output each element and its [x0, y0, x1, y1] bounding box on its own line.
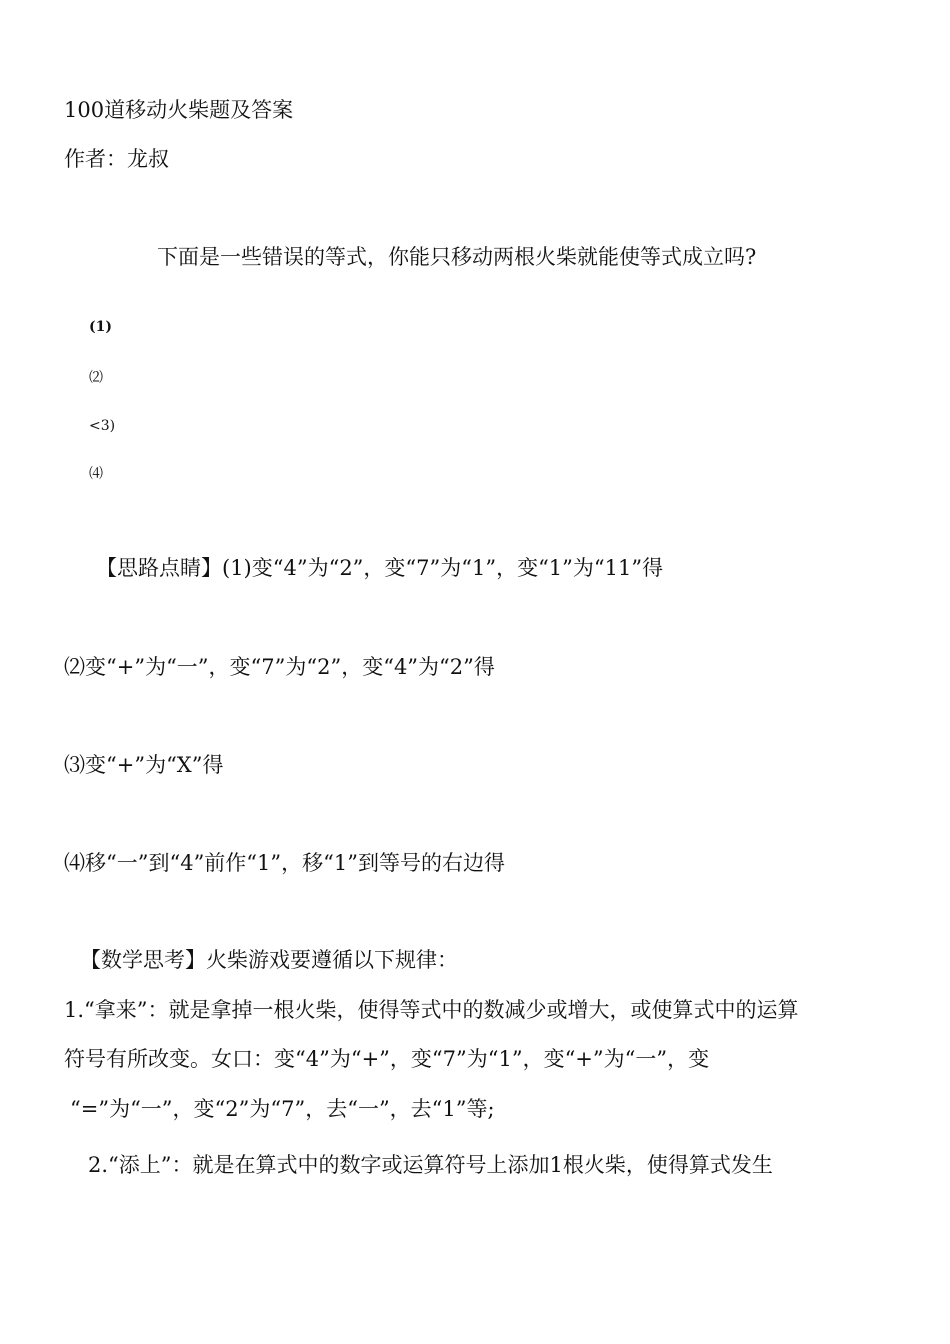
math-thinking-heading: 【数学思考】火柴游戏要遵循以下规律：: [80, 948, 458, 972]
rule-1-line-2: 符号有所改变。女口：变“4”为“+”，变“7”为“1”，变“+”为“一”，变: [64, 1047, 710, 1071]
puzzle-item-2-label: ⑵: [89, 370, 103, 386]
document-title: 100道移动火柴题及答案: [64, 98, 294, 122]
author-line: 作者：龙叔: [64, 147, 169, 171]
rule-1-line-1: 1.“拿来”：就是拿掉一根火柴，使得等式中的数减少或增大，或使算式中的运算: [64, 998, 799, 1022]
solution-hint-2: ⑵变“+”为“一”，变“7”为“2”，变“4”为“2”得: [64, 655, 495, 679]
question-prompt: 下面是一些错误的等式，你能只移动两根火柴就能使等式成立吗?: [157, 245, 757, 269]
puzzle-item-3-label: <3): [89, 418, 116, 434]
solution-hint-4: ⑷移“一”到“4”前作“1”，移“1”到等号的右边得: [64, 851, 505, 875]
rule-2-line-1: 2.“添上”：就是在算式中的数字或运算符号上添加1根火柴，使得算式发生: [88, 1153, 773, 1177]
rule-1-line-3: “=”为“一”，变“2”为“7”，去“一”，去“1”等;: [70, 1097, 495, 1121]
solution-hint-1: 【思路点睛】(1)变“4”为“2”，变“7”为“1”，变“1”为“11”得: [96, 556, 664, 580]
puzzle-item-4-label: ⑷: [89, 466, 103, 482]
solution-hint-3: ⑶变“+”为“X”得: [64, 753, 224, 777]
puzzle-item-1-label: (1): [89, 319, 112, 335]
